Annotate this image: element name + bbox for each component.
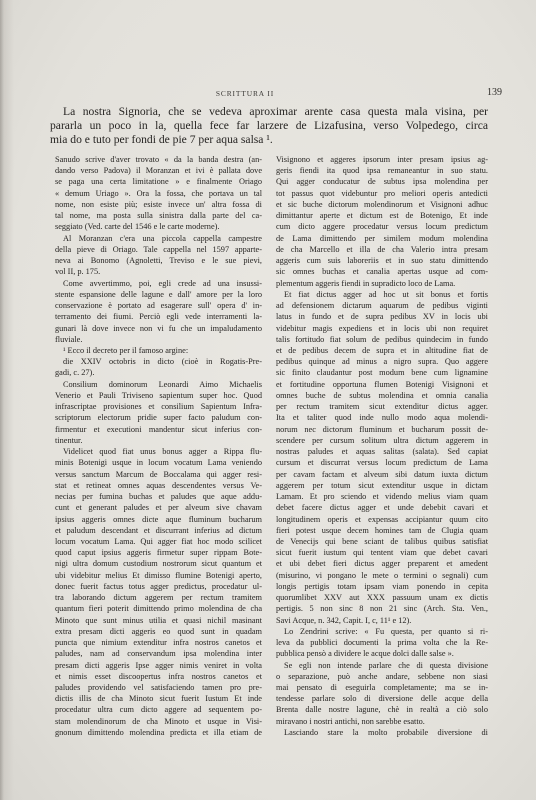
text-line: Sanudo scrive d'aver trovato « da la banda destra (an-: [55, 155, 262, 164]
text-line: per cavam factam et alveum sibi datum iuxta dictum: [276, 469, 488, 479]
text-line: terramento dei fiumi. Perciò egli vede interramenti la-: [55, 312, 262, 322]
paragraph: [276, 289, 488, 626]
text-line: norum nec dictorum fluminum et bucharum possit de-: [276, 424, 488, 434]
text-line: conservazione è portato ad esagerare sull' opera d' in-: [55, 301, 262, 311]
text-line: sicut fuerit iustum qui tentent viam que debet cavari: [276, 548, 488, 558]
text-line: ipsius aggeris omnes dicte aque fluminum bucharum: [55, 514, 262, 524]
text-line: « demum Uriago ». Ora la fossa, che portava un tal: [55, 188, 262, 198]
text-line: pedibus quinque ad minus a nigro supra. Quo aggere: [276, 357, 488, 367]
text-line: longitudinem operis et expensas accipiantur quum cito: [276, 514, 488, 524]
text-line: pertigis. 5 non sinc 8 non 21 sinc (Arch. Sta. Ven.,: [276, 604, 488, 614]
text-line: cum dicto aggere procedatur versus locum predictum: [276, 222, 488, 232]
text-line: nigi ultra domum custodium nostrorum sicut quantum et: [55, 559, 262, 569]
text-line: et nimis esset discoopertus infra nostros canetos et: [55, 671, 262, 681]
text-line: die XXIV octobris in dicto (cioè in Rogatis-Pre-: [63, 357, 262, 367]
text-line: versus sanctum Marcum de Boccalama qui agger resi-: [55, 469, 262, 479]
text-line: Al Moranzan c'era una piccola cappella campestre: [63, 233, 262, 243]
text-line: minis Botenigi usque in locum vocatum Lama veniendo: [55, 458, 262, 468]
text-line: stam molendinorum de cha Minoto et usque in Visi-: [55, 716, 262, 726]
text-line: Qui agger conducatur de subtus ipsa molendina per: [276, 177, 488, 187]
paragraph: [55, 379, 262, 446]
text-line: quantum fieri poterit dimittendo primo molendina de cha: [55, 604, 262, 614]
text-line: Consilium dominorum Leonardi Aimo Michaelis: [63, 379, 262, 389]
text-line: Lasciando stare la molto probabile diversione di: [284, 727, 488, 737]
paragraph: [276, 660, 488, 727]
text-line: ¹ Ecco il decreto per il famoso argine:: [63, 345, 189, 355]
text-line: scendere per cursum solitum ultra dictum aggerem in: [276, 435, 488, 445]
text-line: paludes providendo vel satisfaciendo tamen pro pre-: [55, 683, 262, 693]
text-line: dimittantur aperte et dictum est de Botenigo, Et inde: [276, 211, 488, 221]
text-line: fieri potest usque decem homines tam de Clugia quam: [276, 525, 488, 535]
quote-line: mia do e tuto per fondi de pie 7 per aqua salsa ¹.: [50, 133, 273, 146]
text-line: scriptorum electorum pridie super facto paludum con-: [55, 413, 262, 423]
quote-line: La nostra Signoria, che se vedeva aproximar arente casa questa mala visina, per: [63, 105, 488, 118]
text-line: Et fiat dictus agger ad hoc ut sit bonus et fortis: [284, 289, 488, 299]
text-line: se paga una certa limitatione » e finalmente Oriago: [55, 177, 262, 187]
text-line: o separazione, può anche andare, sebbene non siasi: [276, 671, 488, 681]
text-line: della pieve di Oriago. Tale cappella nel 1597 apparte-: [55, 244, 262, 254]
text-line: mai pensato di eseguirla completamente; ma se in-: [276, 683, 488, 693]
text-line: Brenta dalle nostre lagune, chè in realtà a ciò solo: [276, 705, 488, 715]
text-line: aggerem per totum sicut extenditur usque in dictam: [276, 480, 488, 490]
text-line: aggeris cum suis laboreriis et in suo statu dimittendo: [276, 256, 488, 266]
text-line: Se egli non intende parlare che di questa divisione: [284, 660, 488, 670]
text-line: plementum aggeris fiendi in supradicto loco de Lama.: [276, 278, 456, 288]
paragraph: [55, 356, 262, 378]
text-line: neva ai Bonomo (Agnoletti, Treviso e le sue pievi,: [55, 256, 262, 266]
text-line: ad defensionem dictarum aquarum de pedibus viginti: [276, 301, 488, 311]
text-line: dictis illis de cha Minoto sicut fuerit Iustum Et inde: [55, 694, 262, 704]
text-line: sic finito claudantur post modum bene cum lignamine: [276, 368, 488, 378]
text-line: videbitur magis expediens et in locis ubi non requiret: [276, 323, 488, 333]
text-line: locum vocatum Lama. Qui agger fiat hoc modo scilicet: [55, 536, 262, 546]
text-line: miravano i nostri antichi, non sarebbe esatto.: [276, 716, 425, 726]
paragraph: [55, 233, 262, 278]
text-line: fluviale.: [55, 334, 83, 344]
text-line: sic omnes buchas et canalia apertas usque ad com-: [276, 267, 488, 277]
text-line: donec fuerit factus totus agger predictus, procedatur ul-: [55, 581, 262, 591]
text-line: quod caput ipsius aggeris firmetur super rippam Bote-: [55, 548, 262, 558]
text-line: puncta que nimium extenditur infra nostros canetos et: [55, 638, 262, 648]
text-line: cursum et discurrat versus locum predictum de Lama: [276, 458, 488, 468]
text-line: tal nome, ma posta sulla sinistra dalla parte del ca-: [55, 211, 262, 221]
text-line: procedatur ultra cum dicto aggere ad sequentem po-: [55, 705, 262, 715]
paragraph: [55, 278, 262, 345]
text-line: Ita et taliter quod inde nullo modo aqua molendi-: [276, 413, 488, 423]
text-line: (misurino, vi pongano le mete o termini o segnali) cum: [276, 570, 488, 580]
text-line: gunari là dove invece non vi fu che un impaludamento: [55, 323, 262, 333]
text-line: debet facere dictus agger et unde debebit cavari et: [276, 503, 488, 513]
paragraph: [276, 727, 488, 738]
running-title: SCRITTURA II: [215, 89, 275, 98]
right-column: [276, 154, 488, 738]
text-line: seggiato (Ved. carte del 1546 e le carte moderne).: [55, 222, 220, 232]
text-line: dando verso Padova) il Moranzan et ivi è pallata dove: [55, 166, 262, 176]
quote-block: [50, 105, 488, 147]
text-line: leva da pubblici documenti la prima volta che la Re-: [276, 638, 488, 648]
text-line: talis fortitudo fiat solum de pedibus quindecim in fundo: [276, 334, 488, 344]
paragraph: [55, 345, 262, 356]
text-line: et ubi debet fieri dictus agger preparent et amedent: [276, 559, 488, 569]
text-line: cunt et generant paludes et per alveum sive chavam: [55, 503, 262, 513]
text-line: presam dicti aggeris Ipse agger nimis veniret in volta: [55, 660, 262, 670]
text-line: Visignono et aggeres ipsorum inter presam ipsius ag-: [276, 155, 488, 164]
text-line: Videlicet quod fiat unus bonus agger a Rippa flu-: [63, 447, 262, 457]
text-line: Lo Zendrini scrive: « Fu questa, per quanto si ri-: [284, 626, 488, 636]
text-line: stat et retineat omnes aquas descendentes versus Ve-: [55, 480, 262, 490]
paragraph: [55, 154, 262, 233]
text-line: gnonum dimittendo molendina predicta et illa etiam de: [55, 727, 262, 737]
left-column: [55, 154, 262, 738]
paragraph: [276, 626, 488, 660]
text-line: et fortitudine opportuna flumen Botenigi Visignoni et: [276, 379, 488, 389]
text-line: de Lama dimittendo per similem modum molendina: [276, 233, 488, 243]
text-line: et de pedibus decem de supra et in altitudine fiat de: [276, 345, 488, 355]
text-line: Venerio et Pauli Triviseno sapientum super hoc. Quod: [55, 390, 262, 400]
text-line: necias per fumina buchas et paludes que aque addu-: [55, 492, 262, 502]
text-line: extra presam dicti aggeris eo quod sunt in quadam: [55, 626, 262, 636]
text-line: omnes buche de subtus molendina et omnia canalia: [276, 390, 488, 400]
text-line: Savi Acque, n. 342, Capit. I, c, 11¹ e 12).: [276, 615, 412, 625]
quote-line: pararla un poco in la, quella fece far larzere de Lizafusina, verso Volpedego, circa: [50, 119, 488, 132]
text-line: tra laborando dictum aggerem per rectum tramitem: [55, 593, 262, 603]
paragraph: [55, 446, 262, 738]
page-number: 139: [487, 87, 502, 98]
text-line: infrascriptae provisiones et consilium Sapientum Infra-: [55, 402, 262, 412]
text-line: pubblica pensò a dividere le acque dolci dalle salse ».: [276, 649, 454, 659]
text-line: per rectum tramitem sicut extenditur dictus agger.: [276, 402, 488, 412]
text-line: nome, non esiste più; esiste invece un' altra fossa di: [55, 199, 262, 209]
text-line: de Venecijs qui bene sciant de talibus quibus satisfiat: [276, 536, 488, 546]
text-line: Minoto que sunt minus utilia et quasi nichil masinant: [55, 615, 262, 625]
text-line: tinentur.: [55, 435, 83, 445]
text-line: quorumlibet XXV aut XXX passuum unam ex dictis: [276, 593, 488, 603]
text-line: latus in fundo et de supra pedibus XV in locis ubi: [276, 312, 488, 322]
text-line: longis pertigis totam ipsam viam ponendo in cepita: [276, 581, 488, 591]
text-line: tendesse parlare solo di diversione delle acque della: [276, 694, 488, 704]
text-line: et sic buche dictorum molendinorum et Visignoni adhuc: [276, 199, 488, 209]
text-line: stente espansione delle lagune e dall' amore per la loro: [55, 289, 262, 299]
text-line: vol II, p. 175.: [55, 267, 101, 277]
text-line: paludes, nam ad conservandum ipsa molendina inter: [55, 649, 262, 659]
text-line: nostras paludes et aquas salitas (salata). Sed capiat: [276, 447, 488, 457]
text-line: Come avvertimmo, poi, egli crede ad una insussi-: [63, 278, 262, 288]
text-line: ubi videbitur melius Et dimisso flumine Botenigi aperto,: [55, 570, 262, 580]
text-line: geris fiendi ita quod ipsa remaneantur in suo statu.: [276, 166, 488, 176]
text-line: tot passus quot videbuntur pro meliori operis antedicti: [276, 188, 488, 198]
text-line: firmentur et executioni mandentur sicut inferius con-: [55, 424, 262, 434]
text-line: gadi, c. 27).: [55, 368, 95, 378]
paragraph: [276, 154, 488, 289]
text-line: et paludum descendant et discurrant inferius ad dictum: [55, 525, 262, 535]
text-line: de cha Marcello et illa de cha Valerio intra presam: [276, 244, 488, 254]
text-line: Lamam. Et pro sciendo et videndo melius viam quam: [276, 492, 488, 502]
